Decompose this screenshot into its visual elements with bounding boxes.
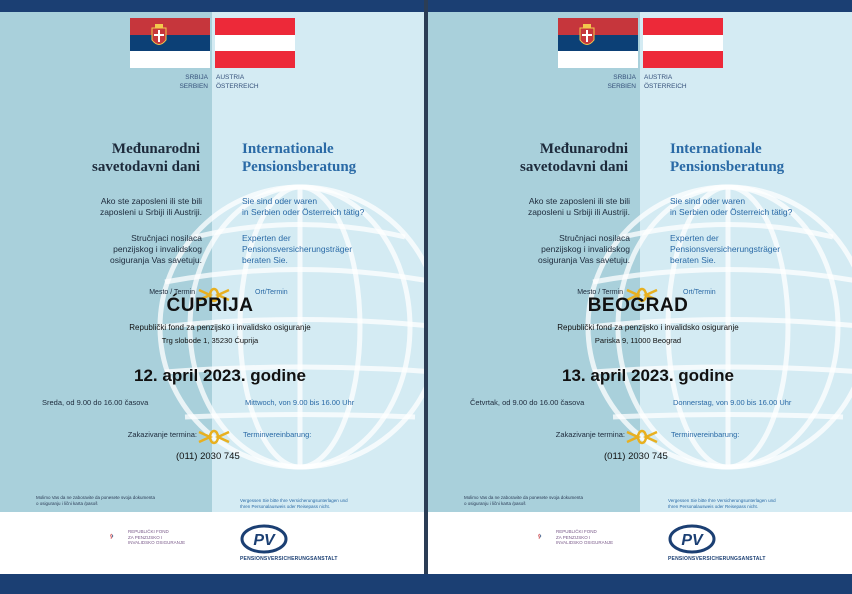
austria-flag [215,18,295,68]
serbia-coat-of-arms-icon [578,24,596,50]
documents-note-german [240,498,410,510]
pv-logo-name: PENSIONSVERSICHERUNGSANSTALT [240,556,338,562]
experts-de-line: Experten der [242,233,291,243]
intro-serbian [468,196,630,218]
country-serbia-de: SERBIEN [179,83,208,90]
experts-de-line: beraten Sie. [242,255,288,265]
documents-note-german [668,498,838,510]
experts-serbian [468,233,630,266]
intro-sr-line: Ako ste zaposleni ili ste bili [100,196,202,206]
experts-de-line: Pensionsversicherungsträger [670,244,781,254]
title-serbian [488,140,628,176]
serbia-flag [130,18,210,68]
intro-sr-line: zaposleni u Srbiji ili Austriji. [527,207,630,217]
documents-note-serbian [36,495,206,507]
intro-serbian [40,196,202,218]
phone-number: (011) 2030 745 [176,451,240,462]
rf-logo-line: INVALIDSKO OSIGURANJE [556,540,614,545]
country-serbia-sr: SRBIJA [613,74,636,81]
pv-logo-letters: PV [253,532,275,549]
experts-german [242,233,412,266]
country-austria-sr: AUSTRIA [644,74,673,81]
hours-serbian: Sreda, od 9.00 do 16.00 časova [42,398,149,407]
experts-de-line: beraten Sie. [670,255,716,265]
title-de-line: Internationale [670,141,762,157]
event-date: 13. april 2023. godine [562,366,734,385]
experts-german [670,233,840,266]
event-date: 12. april 2023. godine [134,366,306,385]
institution-name: Republički fond za penzijsko i invalidsko osiguranje [129,323,311,332]
intro-sr-line: Ako ste zaposleni ili ste bili [528,196,630,206]
note-sr-line: Molimo Vas da ne zaboravite da ponesete svoja dokumenta [464,495,583,500]
pv-logo-letters: PV [681,532,703,549]
rf-logo-line: ZA PENZIJSKO I [556,534,591,540]
hours-serbian: Četvrtak, od 9.00 do 16.00 časova [470,398,585,407]
poster-cuprija [0,12,424,574]
note-sr-line: o osiguranju i lični karta /pasoš [36,501,98,506]
place-label-german: Ort/Termin [683,289,716,296]
documents-note-serbian [464,495,634,507]
title-german [242,140,412,176]
rf-logo-line: REPUBLIČKI FOND [128,529,169,534]
booking-label-serbian: Zakazivanje termina: [127,430,197,439]
city-name: BEOGRAD [587,295,689,316]
note-de-line: Vergessen Sie bitte Ihre Versicherungsunterlagen und [240,498,348,503]
country-label-austria [216,73,276,91]
pv-logo-icon [240,524,288,554]
austria-flag [643,18,723,68]
country-serbia-de: SERBIEN [607,83,636,90]
experts-sr-line: Stručnjaci nosilaca [131,233,202,243]
hours-german: Mittwoch, von 9.00 bis 16.00 Uhr [245,398,355,407]
serbia-flag [558,18,638,68]
rf-pio-logo-text [556,529,646,546]
experts-sr-line: osiguranja Vas savetuju. [538,255,630,265]
note-de-line: Ihren Personalausweis oder Reisepass nicht. [668,504,759,509]
rf-logo-line: REPUBLIČKI FOND [556,529,597,534]
poster-beograd [428,12,852,574]
note-de-line: Ihren Personalausweis oder Reisepass nicht. [240,504,331,509]
experts-sr-line: osiguranja Vas savetuju. [110,255,202,265]
arrow-marker-icon [197,428,231,446]
country-label-serbia [588,73,636,91]
experts-serbian [40,233,202,266]
title-de-line: Pensionsberatung [242,159,357,175]
note-de-line: Vergessen Sie bitte Ihre Versicherungsunterlagen und [668,498,776,503]
country-austria-de: ÖSTERREICH [644,83,687,90]
intro-de-line: Sie sind oder waren [670,196,746,206]
note-sr-line: Molimo Vas da ne zaboravite da ponesete svoja dokumenta [36,495,155,500]
city-name: ĆUPRIJA [166,295,254,316]
title-de-line: Pensionsberatung [670,159,785,175]
booking-label-serbian: Zakazivanje termina: [555,430,625,439]
rf-pio-logo-text [128,529,218,546]
intro-sr-line: zaposleni u Srbiji ili Austriji. [99,207,202,217]
arrow-marker-icon [625,428,659,446]
booking-label-german: Terminvereinbarung: [671,430,740,439]
rf-pio-logo-icon [538,520,558,554]
country-label-serbia [160,73,208,91]
experts-de-line: Experten der [670,233,719,243]
intro-de-line: Sie sind oder waren [242,196,318,206]
address: Pariska 9, 11000 Beograd [594,336,682,345]
place-label-serbian: Mesto / Termin [149,289,195,296]
country-austria-sr: AUSTRIA [216,74,245,81]
place-label-serbian: Mesto / Termin [577,289,623,296]
country-serbia-sr: SRBIJA [185,74,208,81]
title-sr-line: savetodavni dani [92,159,200,175]
intro-de-line: in Serbien oder Österreich tätig? [242,207,365,217]
rf-pio-logo-icon [110,520,130,554]
intro-de-line: in Serbien oder Österreich tätig? [670,207,793,217]
intro-german [242,196,412,218]
country-austria-de: ÖSTERREICH [216,83,259,90]
note-sr-line: o osiguranju i lični karta /pasoš [464,501,526,506]
pv-logo-icon [668,524,716,554]
rf-logo-line: INVALIDSKO OSIGURANJE [128,540,186,545]
address: Trg slobode 1, 35230 Ćuprija [161,336,259,345]
hours-german: Donnerstag, von 9.00 bis 16.00 Uhr [673,398,792,407]
institution-name: Republički fond za penzijsko i invalidsko osiguranje [557,323,739,332]
serbia-coat-of-arms-icon [150,24,168,50]
experts-sr-line: Stručnjaci nosilaca [559,233,630,243]
title-sr-line: Međunarodni [111,141,200,157]
intro-german [670,196,840,218]
title-de-line: Internationale [242,141,334,157]
title-sr-line: Međunarodni [539,141,628,157]
title-serbian [60,140,200,176]
title-german [670,140,840,176]
rf-logo-line: ZA PENZIJSKO I [128,534,163,540]
phone-number: (011) 2030 745 [604,451,668,462]
bottom-frame-bar [0,574,852,594]
booking-label-german: Terminvereinbarung: [243,430,312,439]
title-sr-line: savetodavni dani [520,159,628,175]
experts-sr-line: penzijskog i invalidskog [113,244,202,254]
experts-sr-line: penzijskog i invalidskog [541,244,630,254]
place-label-german: Ort/Termin [255,289,288,296]
pv-logo-name: PENSIONSVERSICHERUNGSANSTALT [668,556,766,562]
country-label-austria [644,73,704,91]
experts-de-line: Pensionsversicherungsträger [242,244,353,254]
